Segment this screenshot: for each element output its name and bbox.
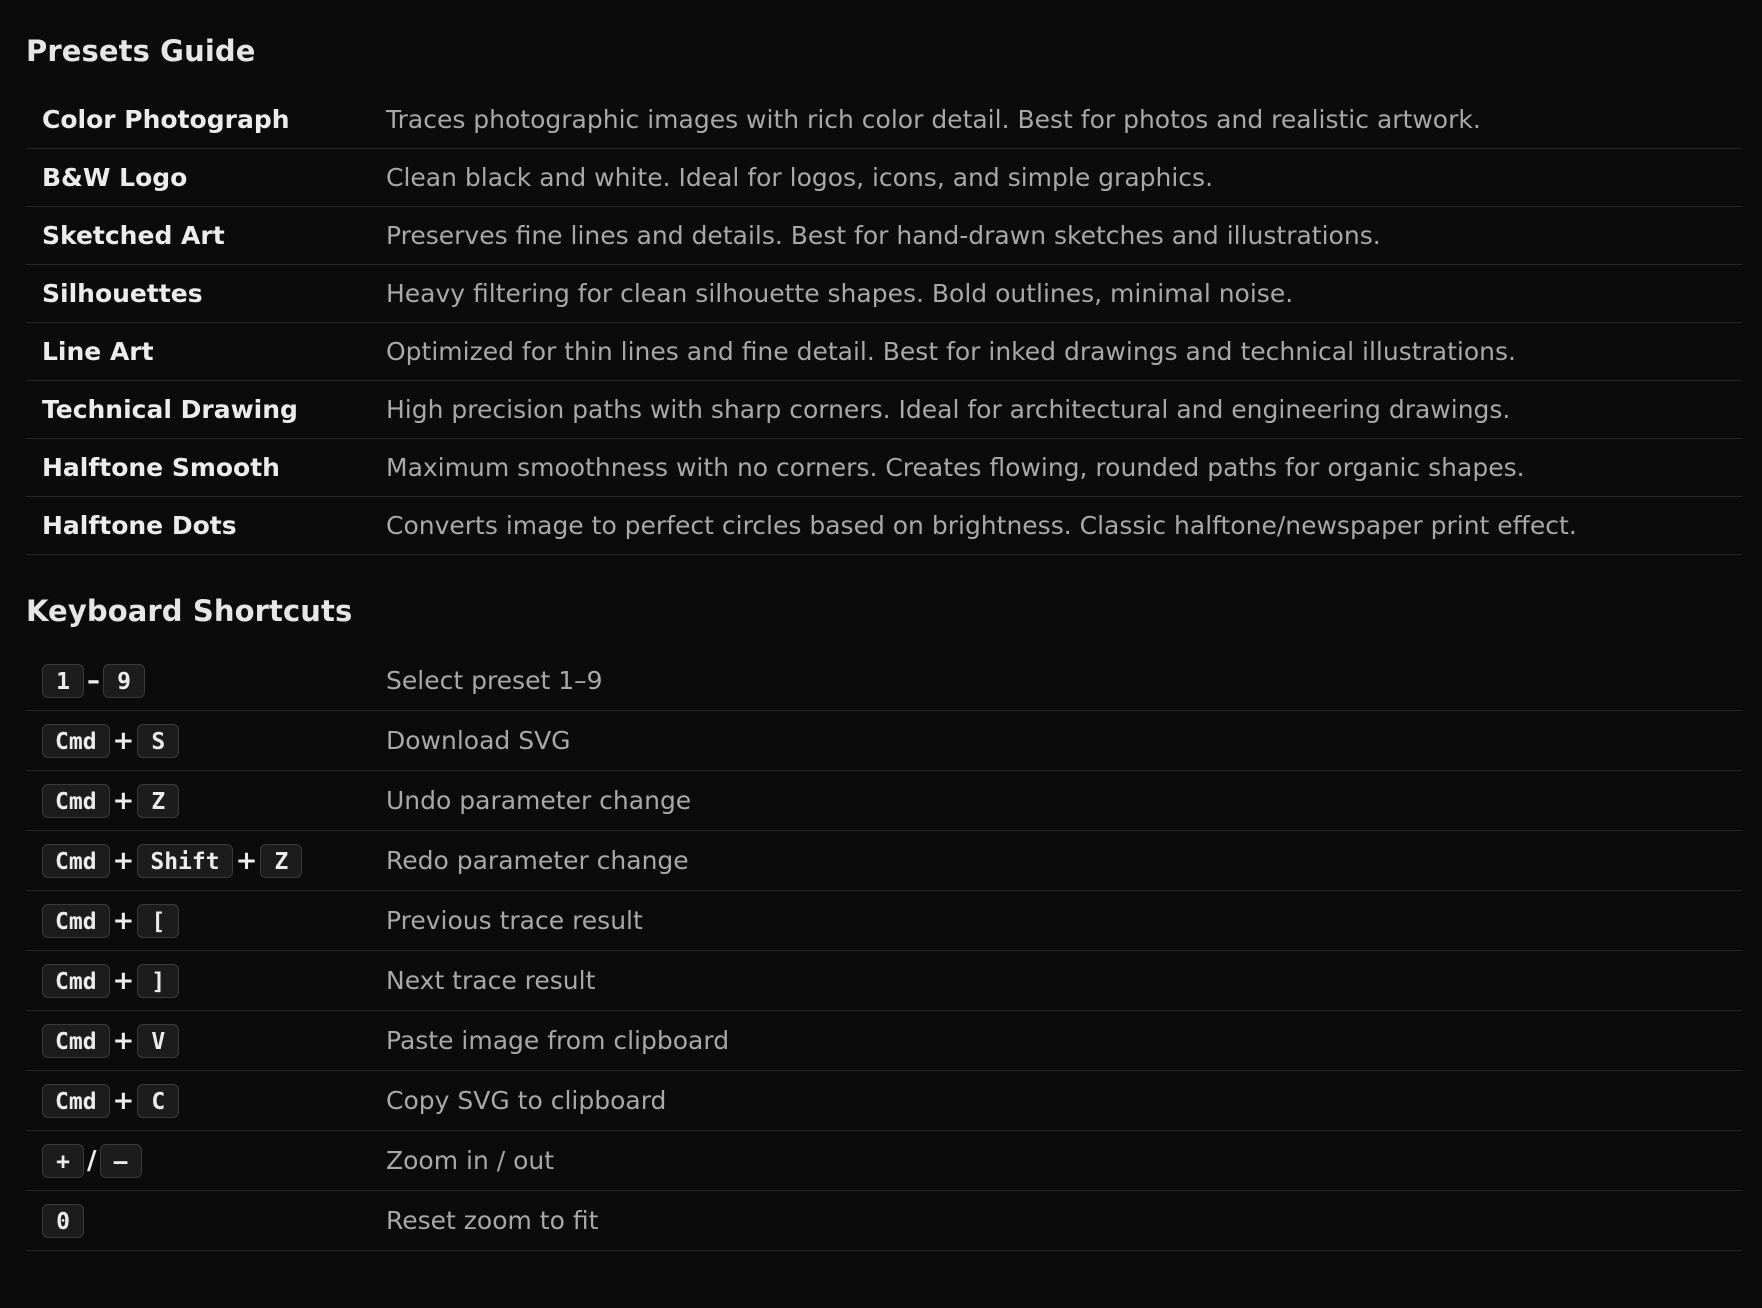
- preset-row-halftone-dots: [26, 497, 1742, 555]
- shortcuts-table: [26, 651, 1742, 1251]
- key-separator: +: [112, 905, 135, 936]
- preset-name: Sketched Art: [42, 221, 225, 250]
- preset-description: Preserves fine lines and details. Best for hand-drawn sketches and illustrations.: [386, 221, 1381, 250]
- preset-description: Optimized for thin lines and fine detail. Best for inked drawings and technical illustrations.: [386, 337, 1516, 366]
- key-cap: 0: [42, 1204, 84, 1238]
- preset-description: Converts image to perfect circles based on brightness. Classic halftone/newspaper print effect.: [386, 511, 1577, 540]
- shortcut-description: Redo parameter change: [386, 846, 689, 875]
- preset-name: Technical Drawing: [42, 395, 298, 424]
- preset-description: Clean black and white. Ideal for logos, icons, and simple graphics.: [386, 163, 1214, 192]
- key-cap: Cmd: [42, 1024, 110, 1058]
- key-cap: Shift: [137, 844, 232, 878]
- key-separator: +: [235, 845, 258, 876]
- shortcut-row-select-preset: [26, 651, 1742, 711]
- shortcut-keys: [26, 1144, 386, 1178]
- preset-description: Heavy filtering for clean silhouette shapes. Bold outlines, minimal noise.: [386, 279, 1294, 308]
- shortcut-keys: [26, 784, 386, 818]
- preset-row-halftone-smooth: [26, 439, 1742, 497]
- key-separator: +: [112, 845, 135, 876]
- key-cap: Cmd: [42, 784, 110, 818]
- key-cap: C: [137, 1084, 179, 1118]
- shortcut-description: Reset zoom to fit: [386, 1206, 599, 1235]
- key-cap: V: [137, 1024, 179, 1058]
- preset-name: Silhouettes: [42, 279, 203, 308]
- preset-row-technical-drawing: [26, 381, 1742, 439]
- shortcut-keys: [26, 1024, 386, 1058]
- shortcut-row-previous-trace: [26, 891, 1742, 951]
- preset-name: Halftone Smooth: [42, 453, 280, 482]
- shortcut-row-copy-svg: [26, 1071, 1742, 1131]
- shortcut-row-download-svg: [26, 711, 1742, 771]
- shortcut-row-reset-zoom: [26, 1191, 1742, 1251]
- key-separator: +: [112, 1025, 135, 1056]
- shortcut-keys: [26, 964, 386, 998]
- shortcut-description: Select preset 1–9: [386, 666, 603, 695]
- preset-row-sketched-art: [26, 207, 1742, 265]
- keyboard-shortcuts-title: Keyboard Shortcuts: [26, 594, 353, 628]
- presets-guide-title: Presets Guide: [26, 34, 256, 68]
- shortcut-keys: [26, 1084, 386, 1118]
- key-separator: /: [87, 1145, 97, 1176]
- key-separator: +: [112, 965, 135, 996]
- preset-row-color-photograph: [26, 91, 1742, 149]
- key-cap: Cmd: [42, 904, 110, 938]
- preset-row-silhouettes: [26, 265, 1742, 323]
- key-separator: +: [112, 785, 135, 816]
- preset-name: B&W Logo: [42, 163, 188, 192]
- key-separator: –: [87, 665, 100, 696]
- key-cap: Z: [137, 784, 179, 818]
- shortcut-keys: [26, 904, 386, 938]
- key-cap: ]: [137, 964, 179, 998]
- shortcut-row-redo: [26, 831, 1742, 891]
- key-cap: 1: [42, 664, 84, 698]
- shortcut-description: Copy SVG to clipboard: [386, 1086, 667, 1115]
- shortcut-keys: [26, 664, 386, 698]
- shortcut-description: Previous trace result: [386, 906, 643, 935]
- key-separator: +: [112, 1085, 135, 1116]
- shortcut-row-zoom: [26, 1131, 1742, 1191]
- shortcut-description: Next trace result: [386, 966, 596, 995]
- key-cap: 9: [103, 664, 145, 698]
- shortcut-description: Download SVG: [386, 726, 571, 755]
- preset-name: Line Art: [42, 337, 154, 366]
- preset-name: Color Photograph: [42, 105, 290, 134]
- preset-description: Traces photographic images with rich color detail. Best for photos and realistic artwork.: [386, 105, 1481, 134]
- preset-row-line-art: [26, 323, 1742, 381]
- shortcut-description: Undo parameter change: [386, 786, 692, 815]
- key-cap: Cmd: [42, 964, 110, 998]
- key-cap: S: [137, 724, 179, 758]
- shortcut-description: Paste image from clipboard: [386, 1026, 730, 1055]
- key-cap: Cmd: [42, 844, 110, 878]
- preset-description: Maximum smoothness with no corners. Creates flowing, rounded paths for organic shapes.: [386, 453, 1525, 482]
- preset-description: High precision paths with sharp corners. Ideal for architectural and engineering drawings.: [386, 395, 1511, 424]
- preset-row-bw-logo: [26, 149, 1742, 207]
- shortcut-keys: [26, 724, 386, 758]
- key-cap: –: [100, 1144, 142, 1178]
- preset-name: Halftone Dots: [42, 511, 237, 540]
- key-cap: +: [42, 1144, 84, 1178]
- shortcut-row-next-trace: [26, 951, 1742, 1011]
- key-cap: [: [137, 904, 179, 938]
- shortcut-row-paste-image: [26, 1011, 1742, 1071]
- key-cap: Cmd: [42, 1084, 110, 1118]
- shortcut-keys: [26, 1204, 386, 1238]
- shortcut-keys: [26, 844, 386, 878]
- key-cap: Z: [260, 844, 302, 878]
- key-separator: +: [112, 725, 135, 756]
- key-cap: Cmd: [42, 724, 110, 758]
- shortcut-row-undo: [26, 771, 1742, 831]
- presets-table: [26, 91, 1742, 555]
- shortcut-description: Zoom in / out: [386, 1146, 555, 1175]
